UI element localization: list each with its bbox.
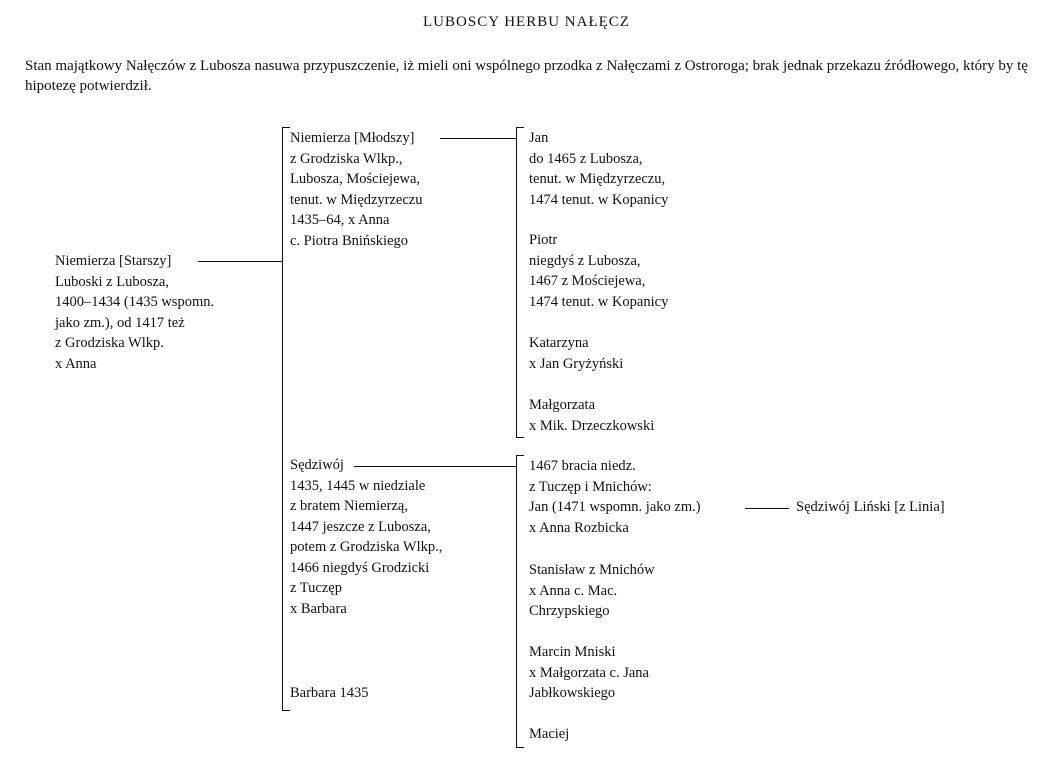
- person-barbara: [290, 683, 369, 704]
- person-line: Lubosza, Mościejewa,: [290, 171, 421, 187]
- person-line: 1466 niegdyś Grodzicki: [290, 559, 430, 576]
- person-line: Katarzyna: [529, 335, 589, 351]
- person-line: 1474 tenut. w Kopanicy: [529, 191, 669, 208]
- person-line: Maciej: [529, 726, 570, 742]
- person-line: Piotr: [529, 232, 558, 248]
- person-line: Jabłkowskiego: [529, 685, 616, 701]
- bracket-gen2-bottom: [282, 710, 290, 711]
- person-stanislaw: [529, 560, 655, 622]
- connector-sedziwoj: [354, 466, 516, 467]
- bracket-gen3a: [516, 127, 517, 437]
- connector-niemierza-mlodszy: [440, 138, 516, 139]
- person-line: 1447 jeszcze z Lubosza,: [290, 518, 431, 535]
- connector-jan-linski: [745, 508, 789, 509]
- person-line: Luboski z Lubosza,: [55, 273, 169, 290]
- person-bracia: [529, 456, 701, 538]
- person-katarzyna: [529, 333, 623, 374]
- person-line: 1467 z Mościejewa,: [529, 273, 646, 289]
- person-line: x Jan Gryżyński: [529, 355, 624, 372]
- intro-paragraph: Stan majątkowy Nałęczów z Lubosza nasuwa przypuszczenie, iż mieli oni wspólnego przodka z Nałęczami z Ostroroga; brak jednak przekazu źródłowego, który by tę hipotezę potwierdził.: [25, 58, 1028, 94]
- person-line: 1474 tenut. w Kopanicy: [529, 293, 669, 310]
- person-line: z Tuczęp i Mnichów:: [529, 478, 652, 495]
- person-line: x Anna Rozbicka: [529, 519, 629, 536]
- person-line: x Małgorzata c. Jana: [529, 664, 649, 681]
- person-line: Jan (1471 wspomn. jako zm.): [529, 499, 701, 515]
- page-title: LUBOSCY HERBU NAŁĘCZ: [423, 14, 630, 30]
- person-niemierza-starszy: [55, 251, 214, 374]
- person-line: Małgorzata: [529, 397, 596, 413]
- person-line: Niemierza [Młodszy]: [290, 130, 415, 146]
- person-line: x Mik. Drzeczkowski: [529, 417, 655, 434]
- person-line: 1435–64, x Anna: [290, 212, 390, 228]
- person-line: tenut. w Międzyrzeczu,: [529, 171, 666, 187]
- person-line: Niemierza [Starszy]: [55, 253, 172, 269]
- person-marcin: [529, 642, 649, 704]
- bracket-gen3a-bottom: [516, 437, 524, 438]
- person-line: Barbara 1435: [290, 685, 369, 701]
- person-line: x Anna c. Mac.: [529, 582, 618, 599]
- person-line: potem z Grodziska Wlkp.,: [290, 539, 443, 555]
- person-line: Marcin Mniski: [529, 644, 616, 660]
- person-maciej: [529, 724, 569, 745]
- bracket-gen3b-top: [516, 455, 524, 456]
- bracket-gen3b-bottom: [516, 747, 524, 748]
- person-line: Sędziwój Liński [z Linia]: [796, 499, 945, 515]
- person-sedziwoj-linski: [796, 497, 945, 518]
- bracket-gen2-top: [282, 127, 290, 128]
- person-piotr: [529, 230, 668, 312]
- person-line: z Tuczęp: [290, 580, 342, 596]
- person-line: Jan: [529, 130, 549, 146]
- person-line: z Grodziska Wlkp.: [55, 335, 164, 351]
- person-niemierza-mlodszy: [290, 128, 422, 251]
- bracket-gen2: [282, 127, 283, 710]
- person-line: 1400–1434 (1435 wspomn.: [55, 294, 215, 310]
- person-line: x Barbara: [290, 600, 347, 617]
- person-sedziwoj: [290, 455, 442, 619]
- person-line: Chrzypskiego: [529, 603, 610, 619]
- person-line: Stanisław z Mnichów: [529, 562, 655, 578]
- person-line: z bratem Niemierzą,: [290, 498, 408, 514]
- person-line: tenut. w Międzyrzeczu: [290, 191, 423, 208]
- person-line: jako zm.), od 1417 też: [55, 314, 185, 331]
- bracket-gen3a-top: [516, 127, 524, 128]
- person-line: z Grodziska Wlkp.,: [290, 150, 403, 167]
- person-jan: [529, 128, 668, 210]
- person-line: do 1465 z Lubosza,: [529, 150, 643, 167]
- person-line: 1467 bracia niedz.: [529, 458, 636, 474]
- person-line: x Anna: [55, 355, 97, 372]
- person-line: 1435, 1445 w niedziale: [290, 477, 426, 494]
- person-line: c. Piotra Bnińskiego: [290, 232, 409, 249]
- person-line: niegdyś z Lubosza,: [529, 252, 641, 269]
- person-line: Sędziwój: [290, 457, 344, 473]
- connector-root: [198, 261, 282, 262]
- person-malgorzata: [529, 395, 654, 436]
- bracket-gen3b: [516, 455, 517, 747]
